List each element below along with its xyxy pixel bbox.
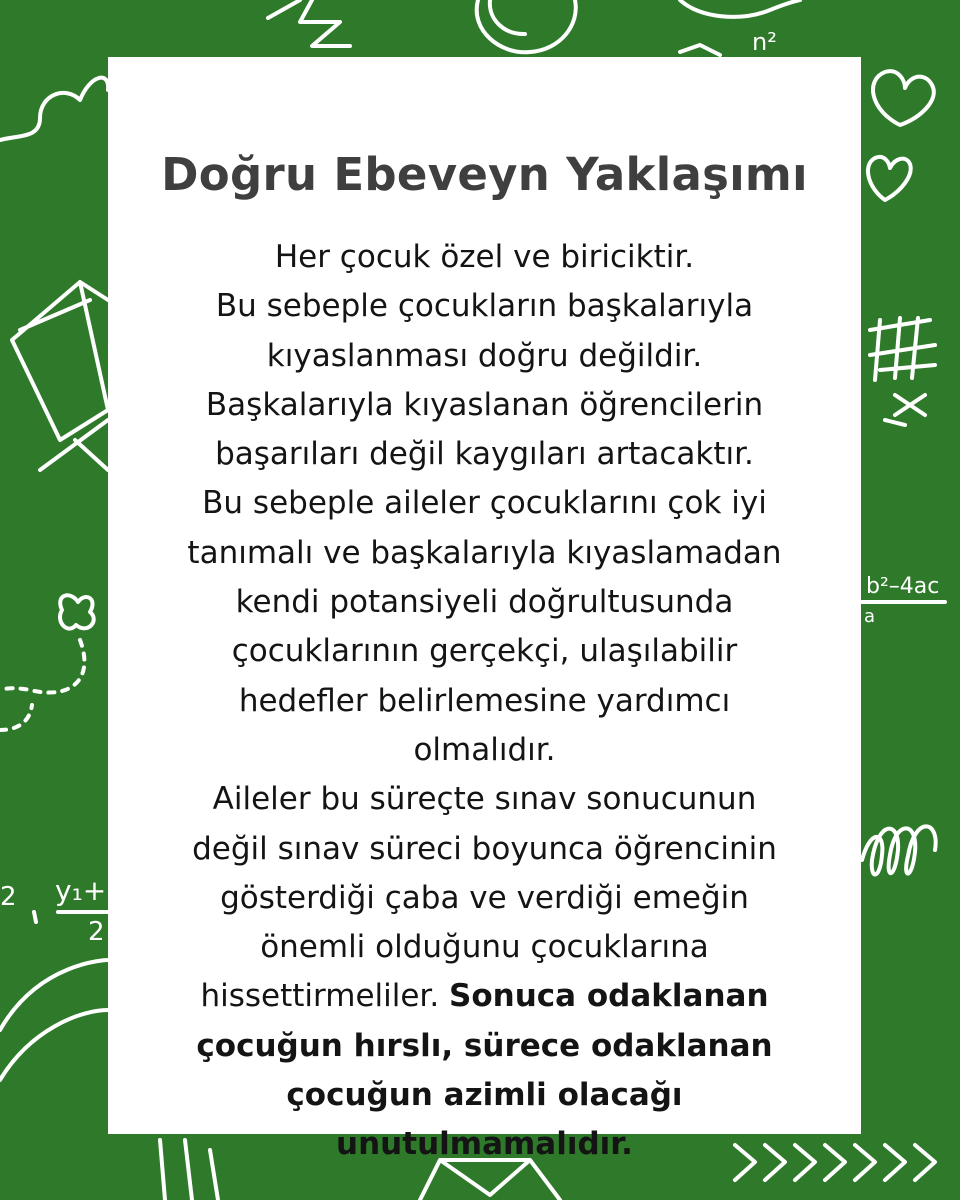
paragraph-line: kendi potansiyeli doğrultusunda [235,584,734,621]
dashed-path-doodle [0,640,84,730]
pencil-doodle [12,282,108,440]
formula-left-num: 2 [0,882,17,912]
mixed-line-normal: hissettirmeliler. [200,978,450,1015]
formula-left-den: 2 [88,917,105,947]
heart-doodle [873,71,934,125]
mixed-line-bold: Sonuca odaklanan [449,978,769,1015]
paragraph-line: Bu sebeple çocukların başkalarıyla [215,288,754,325]
exponent-line-doodle [680,45,720,55]
cloud-top-doodle [680,0,800,17]
pencil-tip-doodle [40,420,108,470]
rainbow-doodle [0,960,108,1080]
paragraph-line: Her çocuk özel ve biriciktir. [274,239,695,275]
formula-right-sub: a [864,606,876,627]
paragraph-line: hedefler belirlemesine yardımcı [238,682,731,719]
paragraph-line: olmalıdır. [413,731,556,768]
paragraph-line: çocuklarının gerçekçi, ulaşılabilir [231,633,738,670]
paragraph-line: tanımalı ve başkalarıyla kıyaslamadan [187,534,782,571]
paragraph-line: kıyaslanması doğru değildir. [266,337,703,374]
formula-right: b²–4ac [866,574,940,599]
cloud-left-doodle [0,78,108,140]
spiral-doodle [862,826,936,874]
content-card [108,57,861,1163]
heart-small-doodle [868,157,911,200]
page-title: Doğru Ebeveyn Yaklaşımı [161,148,808,201]
paragraph-line: Bu sebeple aileler çocuklarını çok iyi [202,485,767,522]
hash-doodle [870,318,935,425]
paragraph [108,233,861,1170]
paragraph-line: Başkalarıyla kıyaslanan öğrencilerin [205,386,764,423]
formula-left-y: y₁+ [55,874,107,907]
paragraph-line: başarıları değil kaygıları artacaktır. [215,436,754,473]
bold-line: çocuğun azimli olacağı [286,1077,683,1114]
paragraph-line: değil sınav süreci boyunca öğrencinin [192,830,777,867]
bold-line: unutulmamalıdır. [336,1126,633,1163]
mixed-line [108,972,861,1021]
paragraph-line: önemli olduğunu çocuklarına [260,929,709,966]
exponent-top: n² [752,28,777,56]
butterfly-doodle [60,595,94,628]
bold-line: çocuğun hırslı, sürece odaklanan [196,1027,773,1064]
paragraph-line: gösterdiği çaba ve verdiği emeğin [220,879,749,916]
bulb-inner-doodle [490,0,525,34]
paragraph-line: Aileler bu süreçte sınav sonucunun [212,781,757,818]
lightning-doodle [268,0,350,46]
